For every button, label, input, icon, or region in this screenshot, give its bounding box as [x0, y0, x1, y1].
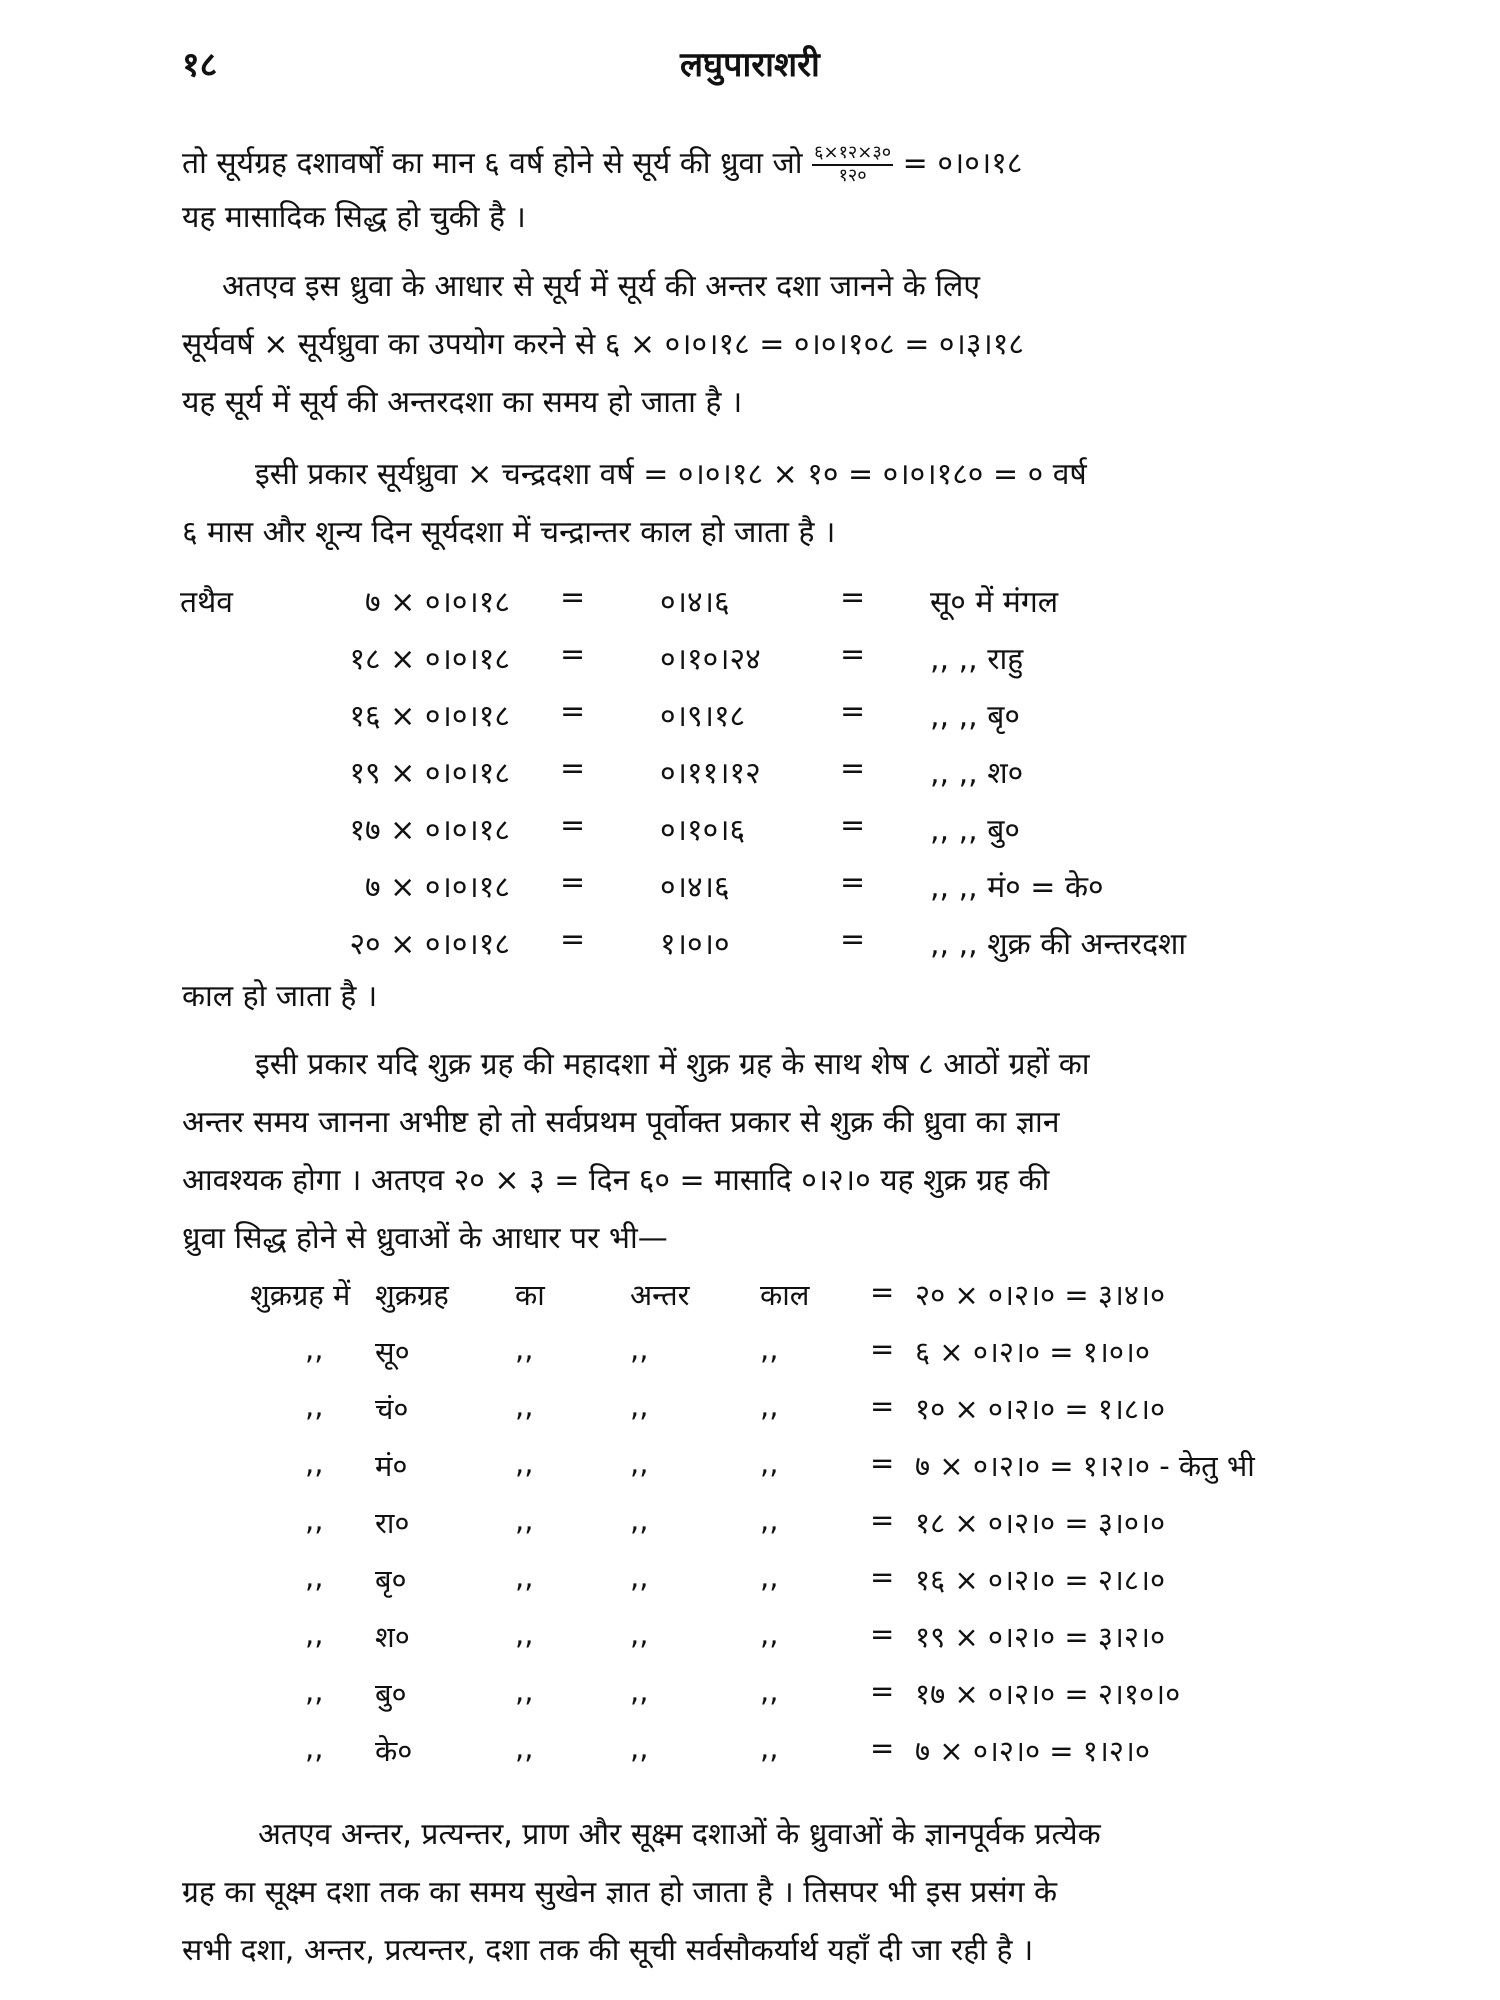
running-title: लघुपाराशरी — [680, 45, 820, 85]
table1-eq2: = — [840, 808, 866, 843]
table1-row — [180, 751, 1330, 791]
table2-eq: = — [870, 1332, 895, 1366]
table1-result: ०।९।१८ — [660, 699, 746, 734]
table2-eq: = — [870, 1560, 895, 1594]
table2-c2: के० — [375, 1734, 413, 1768]
table2-c1: ,, — [305, 1332, 324, 1366]
fraction — [812, 143, 893, 186]
table2-c2: बृ० — [375, 1563, 407, 1597]
table1-expr: १७ × ०।०।१८ — [349, 813, 510, 848]
table1-eq1: = — [560, 694, 586, 729]
table2-row — [250, 1503, 1350, 1543]
para5-line1: अतएव अन्तर, प्रत्यन्तर, प्राण और सूक्ष्म दशाओं के ध्रुवाओं के ज्ञानपूर्वक प्रत्येक — [258, 1817, 1101, 1852]
table2-c5: ,, — [760, 1674, 779, 1708]
table1-result: ०।१०।६ — [660, 813, 746, 848]
table1-eq2: = — [840, 922, 866, 957]
table2-calc: १८ × ०।२।० = ३।०।० — [915, 1506, 1166, 1540]
table1-note: ,, ,, बु० — [930, 813, 1020, 848]
table2-c4: ,, — [630, 1446, 649, 1480]
table2-c3: ,, — [515, 1731, 534, 1765]
table2-c4: अन्तर — [630, 1278, 690, 1312]
table2-c3: ,, — [515, 1503, 534, 1537]
para1-result: = ०।०।१८ — [902, 146, 1023, 182]
table1-eq1: = — [560, 808, 586, 843]
table2-row — [250, 1674, 1350, 1714]
table1-prefix: तथैव — [180, 585, 233, 620]
table2-c3: ,, — [515, 1560, 534, 1594]
table2-c3: ,, — [515, 1332, 534, 1366]
table1-eq1: = — [560, 922, 586, 957]
table1-expr: २० × ०।०।१८ — [349, 927, 510, 962]
table1-note: ,, ,, श० — [930, 756, 1024, 791]
table2-c3: ,, — [515, 1617, 534, 1651]
table2-c2: बु० — [375, 1677, 407, 1711]
table2-c1: ,, — [305, 1617, 324, 1651]
table2-c1: ,, — [305, 1503, 324, 1537]
table2-c2: रा० — [375, 1506, 410, 1540]
table1-eq2: = — [840, 580, 866, 615]
table2-row — [250, 1275, 1350, 1315]
table1-eq1: = — [560, 580, 586, 615]
table1-row — [180, 580, 1330, 620]
table2-c1: ,, — [305, 1731, 324, 1765]
table2-c1: शुक्रग्रह में — [250, 1278, 351, 1312]
table2-c4: ,, — [630, 1503, 649, 1537]
table1-after: काल हो जाता है । — [182, 979, 378, 1014]
para4-line4: ध्रुवा सिद्ध होने से ध्रुवाओं के आधार पर भी— — [182, 1221, 668, 1256]
table2-c1: ,, — [305, 1560, 324, 1594]
para1-line2: यह मासादिक सिद्ध हो चुकी है । — [182, 200, 526, 235]
table2-c2: सू० — [375, 1335, 410, 1369]
table2-c3: ,, — [515, 1674, 534, 1708]
table1-expr: १९ × ०।०।१८ — [349, 756, 510, 791]
para3-line1: इसी प्रकार सूर्यध्रुवा × चन्द्रदशा वर्ष = ०।०।१८ × १० = ०।०।१८० = ० वर्ष — [255, 457, 1087, 492]
table1-note: सू० में मंगल — [930, 585, 1059, 620]
fraction-numerator: ६×१२×३० — [812, 143, 893, 166]
table2-c4: ,, — [630, 1332, 649, 1366]
table2-row — [250, 1389, 1350, 1429]
table1-result: ०।४।६ — [660, 870, 730, 905]
table2-calc: २० × ०।२।० = ३।४।० — [915, 1278, 1166, 1312]
fraction-denominator: १२० — [838, 164, 867, 186]
table2-c3: ,, — [515, 1446, 534, 1480]
table1-eq1: = — [560, 637, 586, 672]
table2-c3: ,, — [515, 1389, 534, 1423]
table1-row — [180, 694, 1330, 734]
para5-line2: ग्रह का सूक्ष्म दशा तक का समय सुखेन ज्ञात हो जाता है । तिसपर भी इस प्रसंग के — [182, 1875, 1058, 1910]
table2-eq: = — [870, 1731, 895, 1765]
table1-row — [180, 922, 1330, 962]
para4-line2: अन्तर समय जानना अभीष्ट हो तो सर्वप्रथम पूर्वोक्त प्रकार से शुक्र की ध्रुवा का ज्ञान — [182, 1105, 1060, 1140]
para3-line2: ६ मास और शून्य दिन सूर्यदशा में चन्द्रान्तर काल हो जाता है । — [182, 515, 836, 550]
table2-eq: = — [870, 1389, 895, 1423]
para4-line3: आवश्यक होगा । अतएव २० × ३ = दिन ६० = मासादि ०।२।० यह शुक्र ग्रह की — [182, 1163, 1050, 1198]
table1-note: ,, ,, बृ० — [930, 699, 1020, 734]
table2-c1: ,, — [305, 1446, 324, 1480]
table1-note: ,, ,, राहु — [930, 642, 1024, 677]
table1-eq1: = — [560, 865, 586, 900]
table2-c5: ,, — [760, 1389, 779, 1423]
table1-row — [180, 808, 1330, 848]
table2-c4: ,, — [630, 1389, 649, 1423]
table2-c5: ,, — [760, 1332, 779, 1366]
table2-row — [250, 1560, 1350, 1600]
table2-c5: ,, — [760, 1731, 779, 1765]
table1-row — [180, 637, 1330, 677]
table1-eq2: = — [840, 751, 866, 786]
para4-line1: इसी प्रकार यदि शुक्र ग्रह की महादशा में शुक्र ग्रह के साथ शेष ८ आठों ग्रहों का — [255, 1047, 1090, 1082]
table2-c4: ,, — [630, 1674, 649, 1708]
table2-c5: ,, — [760, 1503, 779, 1537]
table1-result: ०।४।६ — [660, 585, 730, 620]
table2-row — [250, 1731, 1350, 1771]
table2-calc: १० × ०।२।० = १।८।० — [915, 1392, 1166, 1426]
para1-text: तो सूर्यग्रह दशावर्षों का मान ६ वर्ष होने से सूर्य की ध्रुवा जो — [182, 146, 803, 182]
table2-calc: १९ × ०।२।० = ३।२।० — [915, 1620, 1166, 1654]
table2-calc: ७ × ०।२।० = १।२।० - केतु भी — [915, 1449, 1255, 1483]
table1-row — [180, 865, 1330, 905]
para2-line2: सूर्यवर्ष × सूर्यध्रुवा का उपयोग करने से ६ × ०।०।१८ = ०।०।१०८ = ०।३।१८ — [182, 327, 1025, 362]
table1-expr: १८ × ०।०।१८ — [349, 642, 510, 677]
table1-eq2: = — [840, 865, 866, 900]
table1-expr: ७ × ०।०।१८ — [365, 585, 510, 620]
table2-c2: श० — [375, 1620, 410, 1654]
table1-eq1: = — [560, 751, 586, 786]
table2-eq: = — [870, 1446, 895, 1480]
para2-line1: अतएव इस ध्रुवा के आधार से सूर्य में सूर्य की अन्तर दशा जानने के लिए — [222, 269, 980, 304]
table2-c4: ,, — [630, 1560, 649, 1594]
table2-c2: शुक्रग्रह — [375, 1278, 449, 1312]
table1-expr: ७ × ०।०।१८ — [365, 870, 510, 905]
table2-c5: ,, — [760, 1446, 779, 1480]
table1-note: ,, ,, मं० = के० — [930, 870, 1104, 905]
table2-c4: ,, — [630, 1731, 649, 1765]
para1-line1 — [182, 143, 1327, 186]
table2-eq: = — [870, 1674, 895, 1708]
table2-eq: = — [870, 1617, 895, 1651]
table2-calc: १७ × ०।२।० = २।१०।० — [915, 1677, 1181, 1711]
para2-line3: यह सूर्य में सूर्य की अन्तरदशा का समय हो जाता है । — [182, 385, 743, 420]
table1-result: १।०।० — [660, 927, 730, 962]
table2-calc: १६ × ०।२।० = २।८।० — [915, 1563, 1166, 1597]
table2-c3: का — [515, 1278, 545, 1312]
table2-c5: काल — [760, 1278, 810, 1312]
table1-note: ,, ,, शुक्र की अन्तरदशा — [930, 927, 1187, 962]
table2-eq: = — [870, 1503, 895, 1537]
table2-c5: ,, — [760, 1560, 779, 1594]
table1-eq2: = — [840, 637, 866, 672]
page-number: १८ — [182, 45, 218, 85]
table2-calc: ७ × ०।२।० = १।२।० — [915, 1734, 1150, 1768]
table2-c1: ,, — [305, 1389, 324, 1423]
table2-c1: ,, — [305, 1674, 324, 1708]
table2-c5: ,, — [760, 1617, 779, 1651]
table2-row — [250, 1332, 1350, 1372]
table1-expr: १६ × ०।०।१८ — [349, 699, 510, 734]
para5-line3: सभी दशा, अन्तर, प्रत्यन्तर, दशा तक की सूची सर्वसौकर्यार्थ यहाँ दी जा रही है । — [182, 1933, 1034, 1968]
table2-row — [250, 1617, 1350, 1657]
table1-eq2: = — [840, 694, 866, 729]
table2-calc: ६ × ०।२।० = १।०।० — [915, 1335, 1150, 1369]
table2-c2: चं० — [375, 1392, 409, 1426]
table2-row — [250, 1446, 1350, 1486]
table1-result: ०।११।१२ — [660, 756, 761, 791]
table2-c4: ,, — [630, 1617, 649, 1651]
table2-eq: = — [870, 1275, 895, 1309]
table1-result: ०।१०।२४ — [660, 642, 761, 677]
table2-c2: मं० — [375, 1449, 408, 1483]
